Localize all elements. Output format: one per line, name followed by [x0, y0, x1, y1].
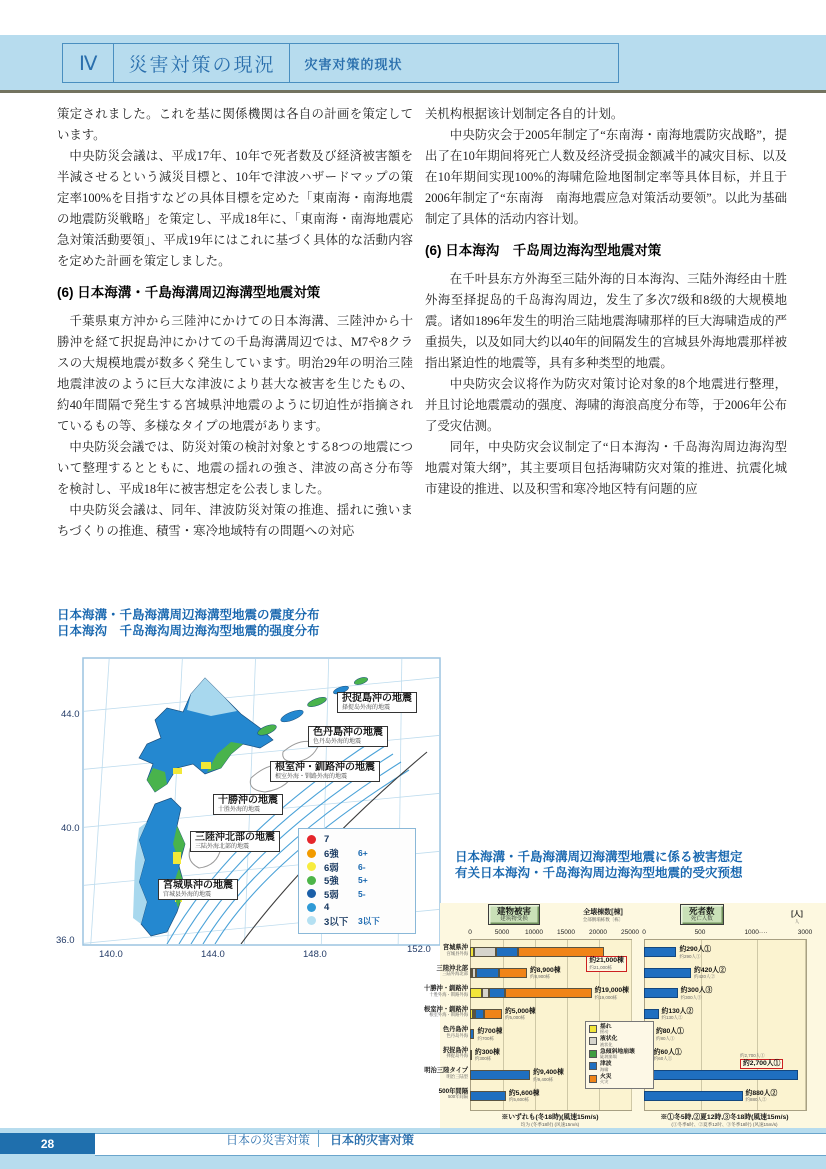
- map-figure-title: [57, 607, 320, 639]
- building-value: 約5,600棟 约5,600栋: [508, 1089, 540, 1103]
- death-value: 約290人① 约290人①: [679, 946, 712, 959]
- footer-title-ja: 日本の災害対策: [225, 1133, 310, 1147]
- death-value: 約130人② 约130人②: [661, 1007, 694, 1021]
- building-value: 約9,400棟 约9,400栋: [533, 1069, 564, 1082]
- building-value: 約700棟 约700栋: [477, 1028, 503, 1041]
- map-legend-item: 6弱 6-: [307, 860, 415, 874]
- chapter-header-box: [62, 43, 619, 83]
- axis-tick: 3000: [797, 929, 813, 936]
- row-label: 択捉島沖 择捉岛外海: [442, 1046, 468, 1059]
- building-bar: [470, 1070, 530, 1080]
- building-value: 約19,000棟 约19,000栋: [594, 987, 629, 1000]
- row-label: 十勝沖・釧路沖 十胜外海・钏路外海: [423, 985, 468, 997]
- svg-text:140.0: 140.0: [99, 949, 123, 960]
- death-bar: [644, 1070, 798, 1080]
- damage-estimation-chart: [423, 903, 826, 1135]
- map-legend-item: 6強 6+: [307, 847, 415, 861]
- paragraph: 中央防災会議は、平成17年、10年で死者数及び経済被害額を半減させるという減災目標と、10年で津波ハザードマップの策定率100%を目指すなどの具体目標を定めた「東南海・南海地震の地震防災戦略」を策定し、平成18年に、「東南海・南海地震応急対策活動要領」、平成19年にはこれに基づく具体的な活動内容を定めた計画を策定しました。: [57, 149, 413, 268]
- chart-legend-item: 津波 海啸: [589, 1061, 653, 1072]
- axis-tick: 15000: [556, 929, 576, 936]
- death-unit-label: [人] 人: [791, 911, 803, 925]
- map-label-tokachi: 十勝沖の地震 十胜外海的地震: [213, 794, 283, 815]
- building-value: 約5,000棟 约5,000栋: [505, 1007, 536, 1021]
- building-bar: [470, 1050, 472, 1060]
- map-legend-item: 7: [307, 833, 415, 847]
- death-value: 約420人② 约420人②: [694, 966, 726, 980]
- svg-text:44.0: 44.0: [61, 709, 80, 720]
- death-note: ※①冬5時,②夏12時,③冬18時(風速15m/s) (①冬季5时、②夏季12时、③冬季18时) (风速15m/s): [660, 1114, 789, 1128]
- building-bar: [470, 1009, 502, 1019]
- legend-color-dot: [307, 849, 316, 858]
- footer-strip: [95, 1133, 826, 1156]
- row-label: 明治三陸タイプ 明治三陆型: [424, 1067, 468, 1079]
- svg-text:40.0: 40.0: [61, 823, 80, 834]
- chapter-numeral: Ⅳ: [63, 44, 114, 82]
- death-toll-header: 死者数 死亡人数: [680, 904, 724, 925]
- paragraph: 在千叶县东方外海至三陆外海的日本海沟、三陆外海经由十胜外海至择捉岛的千岛海沟周边，发生了多次7级和8级的大规模地震。诸如1896年发生的明治三陆地震海啸那样的巨大海啸造成的严重损失，以及如同大约以40年的间隔发生的宫城县外海地震那样被指出紧迫性的地震等，具有多种类型的地震。: [425, 272, 787, 370]
- death-bar: [644, 1091, 743, 1101]
- legend-color-dot: [307, 916, 316, 925]
- map-label-miyagi: 宮城県沖の地震 宫城县外海的地震: [158, 879, 238, 900]
- paragraph: 策定されました。これを基に関係機関は各自の計画を策定しています。: [57, 107, 413, 142]
- bar-segment-liquefaction: [482, 988, 490, 998]
- chart-row: [436, 964, 826, 985]
- building-bar: [470, 947, 604, 957]
- bar-segment-tsunami: [475, 1009, 484, 1019]
- axis-tick: 0: [468, 929, 472, 936]
- axis-tick: 0: [642, 929, 646, 936]
- map-label-sanriku-north: 三陸沖北部の地震 三陆外海北部的地震: [190, 831, 280, 852]
- building-value: 約21,000棟 约21,000栋: [586, 956, 626, 972]
- chart-legend-item: 火災 火灾: [589, 1074, 653, 1085]
- chart-legend-item: 揺れ 摇动: [589, 1024, 653, 1035]
- axis-tick: 10000: [524, 929, 544, 936]
- bar-segment-fire: [484, 1009, 502, 1019]
- bar-segment-tsunami: [470, 1050, 472, 1060]
- map-title-zh: 日本海沟 千岛海沟周边海沟型地震的强度分布: [57, 624, 320, 638]
- paragraph: 中央防災会議では、防災対策の検討対象とする8つの地震について整理するとともに、地震の揺れの強さ、津波の高さ分布等を検討し、平成18年に被害想定を公表しました。: [57, 440, 413, 496]
- damage-title-zh: 有关日本海沟・千岛海沟周边海沟型地震的受灾预想: [455, 866, 743, 880]
- paragraph: 千葉県東方沖から三陸沖にかけての日本海溝、三陸沖から十勝沖を経て択捉島沖にかけての千島海溝周辺では、M7や8クラスの大規模地震が数多く発生しています。明治29年の明治三陸地震津波のように巨大な津波により甚大な被害を生じたもの、約40年間隔で発生する宮城県沖地震のように切迫性が指摘されているもの等、多様なタイプの地震があります。: [57, 314, 413, 433]
- map-legend-item: 5強 5+: [307, 874, 415, 888]
- map-title-ja: 日本海溝・千島海溝周辺海溝型地震の震度分布: [57, 608, 320, 622]
- section-heading-zh: (6) 日本海沟 千岛周边海沟型地震对策: [425, 243, 662, 258]
- chart-legend: [585, 1021, 654, 1089]
- death-bar: [644, 1009, 659, 1019]
- section-heading-ja: (6) 日本海溝・千島海溝周辺海溝型地震対策: [57, 285, 321, 300]
- building-note: ※いずれも(冬18時)(風速15m/s) 均为 (冬季18时) (风速15m/s): [501, 1114, 599, 1128]
- death-bar: [644, 988, 678, 998]
- death-value: 約60人① 约60人①: [653, 1048, 682, 1062]
- map-label-nemuro-kushiro: 根室沖・釧路沖の地震 根室外海・钏路外海的地震: [270, 761, 380, 782]
- map-label-etorofu: 択捉島沖の地震 择捉岛外海的地震: [337, 692, 417, 713]
- svg-text:148.0: 148.0: [303, 949, 327, 960]
- row-label: 三陸沖北部 三陆外海北部: [436, 964, 468, 977]
- map-label-shikotan: 色丹島沖の地震 色丹岛外海的地震: [308, 726, 388, 747]
- bar-segment-liquefaction: [474, 947, 495, 957]
- chart-legend-item: 液状化 液状化: [589, 1036, 653, 1047]
- legend-color-dot: [307, 889, 316, 898]
- legend-color-dot: [307, 835, 316, 844]
- paragraph: 同年，中央防灾会议制定了“日本海沟・千岛海沟周边海沟型地震对策大纲”，其主要项目包括海啸防灾对策的推进、抗震化城市建设的推进、以及积雪和寒冷地区特有问题的应: [425, 440, 787, 496]
- footer-title-zh: 日本的灾害对策: [330, 1133, 415, 1147]
- map-legend-item: 3以下 3以下: [307, 914, 415, 928]
- row-label: 500年間隔 500年间隔: [438, 1087, 468, 1100]
- row-label: 宮城県沖 宫城县外海: [442, 944, 468, 956]
- row-label: 色丹島沖 色丹岛外海: [442, 1026, 468, 1038]
- building-bar: [470, 1029, 474, 1039]
- chart-row: [440, 1087, 826, 1108]
- paragraph: 关机构根据该计划制定各自的计划。: [425, 107, 624, 121]
- map-legend-item: 4: [307, 901, 415, 915]
- svg-text:36.0: 36.0: [56, 935, 75, 946]
- chart-row: [423, 984, 826, 1005]
- map-legend-item: 5弱 5-: [307, 887, 415, 901]
- death-value: 約880人② 约880人②: [745, 1089, 778, 1103]
- paragraph: 中央防灾会议将作为防灾对策讨论对象的8个地震进行整理，并且讨论地震震动的强度、海啸的海浪高度分布等，于2006年公布了受灾估测。: [425, 377, 787, 433]
- axis-tick: 500: [694, 929, 706, 936]
- axis-tick: 20000: [588, 929, 608, 936]
- axis-tick: 25000: [620, 929, 640, 936]
- legend-color-dot: [307, 903, 316, 912]
- death-bar: [644, 968, 691, 978]
- legend-color-dot: [307, 876, 316, 885]
- building-damage-header: 建物被害 建筑物受损: [488, 904, 540, 925]
- death-bar: [644, 947, 676, 957]
- paragraph: 中央防災会議は、同年、津波防災対策の推進、揺れに強いまちづくりの推進、積雪・寒冷地域特有の問題への対応: [57, 503, 413, 538]
- building-value: 約8,900棟 约8,900栋: [529, 966, 561, 980]
- page-number: 28: [0, 1133, 95, 1154]
- bar-segment-fire: [499, 968, 527, 978]
- bar-segment-tsunami: [489, 988, 505, 998]
- footer-separator: [318, 1130, 319, 1147]
- death-value: 约2,700人① 約2,700人①: [740, 1053, 783, 1069]
- bar-segment-tsunami: [470, 1070, 530, 1080]
- bar-segment-tsunami: [476, 968, 499, 978]
- legend-color-dot: [307, 862, 316, 871]
- building-value: 約300棟 约300栋: [474, 1048, 500, 1062]
- svg-text:152.0: 152.0: [407, 944, 431, 955]
- chart-row: [440, 943, 826, 970]
- map-legend: [298, 828, 416, 934]
- bar-segment-tsunami: [470, 1091, 506, 1101]
- chart-legend-item: 急傾斜地崩壊 陡坡崩塌: [589, 1049, 653, 1060]
- bar-segment-tsunami: [470, 1029, 474, 1039]
- right-column-chinese: [425, 104, 787, 500]
- left-column-japanese: [57, 104, 413, 542]
- bar-segment-fire: [505, 988, 591, 998]
- damage-figure-title: [455, 849, 743, 881]
- page-footer-band: [0, 1128, 826, 1169]
- chapter-title-zh: 灾害对策的现状: [304, 56, 403, 72]
- bar-segment-tsunami: [496, 947, 518, 957]
- seismic-intensity-map: [55, 656, 455, 964]
- axis-tick: 1000····: [744, 929, 768, 936]
- chapter-title-ja: 災害対策の現況: [114, 44, 290, 82]
- death-value: 約300人③ 约300人③: [680, 987, 713, 1000]
- paragraph: 中央防灾会于2005年制定了“东南海・南海地震防灾战略”，提出了在10年期间将死亡人数及经济受损金额减半的减灾目标、以及在10年期间实现100%的海啸危险地图制定率等具体目标，并且于2006年制定了“东南海 南海地震应急对策活动要领”。以此为基础制定了具体的活动内容计划。: [425, 128, 787, 226]
- page-header-band: [0, 35, 826, 93]
- row-label: 根室沖・釧路沖 根室外海・钏路外海: [423, 1005, 468, 1018]
- axis-tick: 5000: [494, 929, 510, 936]
- damage-title-ja: 日本海溝・千島海溝周辺海溝型地震に係る被害想定: [455, 850, 743, 864]
- building-bar: [470, 1091, 506, 1101]
- building-bar: [470, 968, 527, 978]
- building-unit-label: 全壊棟数[棟] 全部倒塌栋数〔栋〕: [582, 909, 624, 923]
- building-bar: [470, 988, 592, 998]
- svg-text:144.0: 144.0: [201, 949, 225, 960]
- death-value: 約80人① 约80人①: [655, 1028, 684, 1041]
- bar-segment-shake: [470, 988, 482, 998]
